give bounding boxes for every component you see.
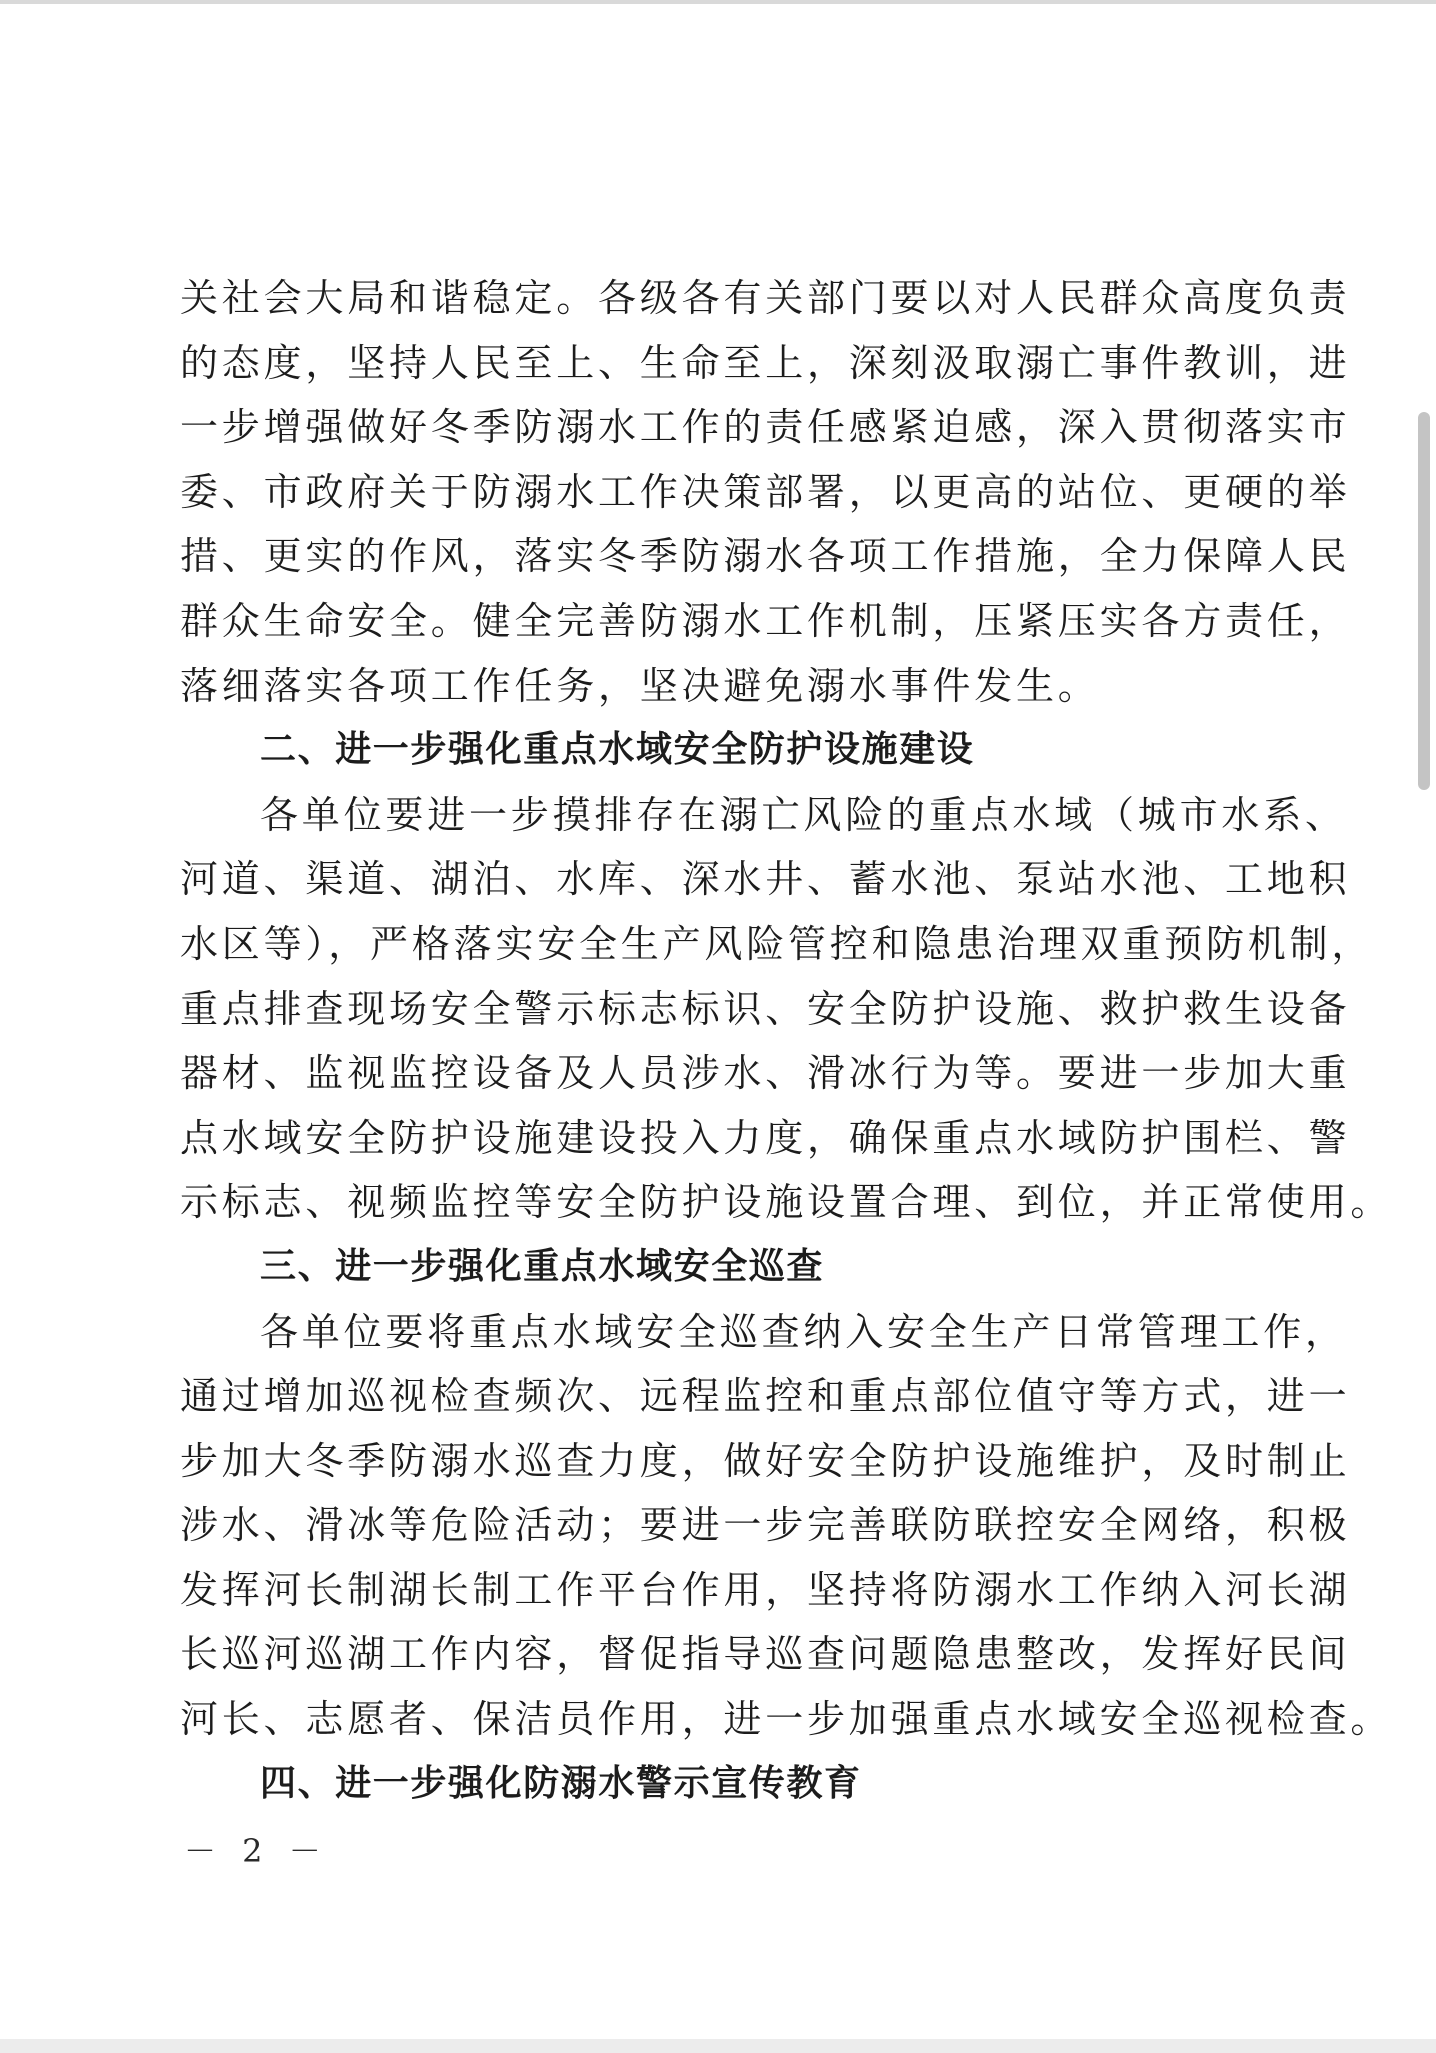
paragraph-intro-line: 委、市政府关于防溺水工作决策部署，以更高的站位、更硬的举 — [180, 469, 1351, 514]
section-2-line: 水区等），严格落实安全生产风险管控和隐患治理双重预防机制， — [180, 921, 1374, 966]
section-2-line: 各单位要进一步摸排存在溺亡风险的重点水域（城市水系、 — [260, 792, 1347, 837]
paragraph-intro-line: 群众生命安全。健全完善防溺水工作机制，压紧压实各方责任， — [180, 598, 1351, 643]
section-2-line: 示标志、视频监控等安全防护设施设置合理、到位，并正常使用。 — [180, 1180, 1393, 1225]
scrollbar-thumb[interactable] — [1418, 412, 1430, 790]
paragraph-intro-line: 的态度，坚持人民至上、生命至上，深刻汲取溺亡事件教训，进 — [180, 340, 1351, 385]
paragraph-intro-line: 一步增强做好冬季防溺水工作的责任感紧迫感，深入贯彻落实市 — [180, 405, 1351, 450]
section-3-line: 各单位要将重点水域安全巡查纳入安全生产日常管理工作， — [260, 1309, 1347, 1354]
section-2-line: 器材、监视监控设备及人员涉水、滑冰行为等。要进一步加大重 — [180, 1051, 1351, 1096]
page-top-edge — [0, 0, 1436, 4]
vertical-scrollbar[interactable] — [1414, 0, 1436, 2053]
section-4-heading: 四、进一步强化防溺水警示宣传教育 — [260, 1762, 862, 1804]
section-3-heading: 三、进一步强化重点水域安全巡查 — [260, 1245, 825, 1287]
section-2-line: 河道、渠道、湖泊、水库、深水井、蓄水池、泵站水池、工地积 — [180, 857, 1351, 902]
paragraph-intro-line: 措、更实的作风，落实冬季防溺水各项工作措施，全力保障人民 — [180, 534, 1351, 579]
page-number: － 2 － — [184, 1832, 329, 1870]
paragraph-intro-line: 关社会大局和谐稳定。各级各有关部门要以对人民群众高度负责 — [180, 276, 1351, 320]
section-2-heading: 二、进一步强化重点水域安全防护设施建设 — [260, 729, 975, 771]
page-bottom-edge — [0, 2039, 1436, 2053]
section-3-line: 通过增加巡视检查频次、远程监控和重点部位值守等方式，进一 — [180, 1374, 1351, 1419]
section-2-line: 重点排查现场安全警示标志标识、安全防护设施、救护救生设备 — [180, 986, 1351, 1031]
document-body — [180, 266, 1393, 1816]
section-3-line: 步加大冬季防溺水巡查力度，做好安全防护设施维护，及时制止 — [180, 1438, 1351, 1483]
section-2-line: 点水域安全防护设施建设投入力度，确保重点水域防护围栏、警 — [180, 1115, 1351, 1160]
section-3-line: 涉水、滑冰等危险活动；要进一步完善联防联控安全网络，积极 — [180, 1503, 1351, 1548]
section-3-line: 长巡河巡湖工作内容，督促指导巡查问题隐患整改，发挥好民间 — [180, 1632, 1351, 1677]
section-3-line: 河长、志愿者、保洁员作用，进一步加强重点水域安全巡视检查。 — [180, 1697, 1393, 1742]
paragraph-intro-line: 落细落实各项工作任务，坚决避免溺水事件发生。 — [180, 663, 1100, 708]
section-3-line: 发挥河长制湖长制工作平台作用，坚持将防溺水工作纳入河长湖 — [180, 1567, 1351, 1612]
